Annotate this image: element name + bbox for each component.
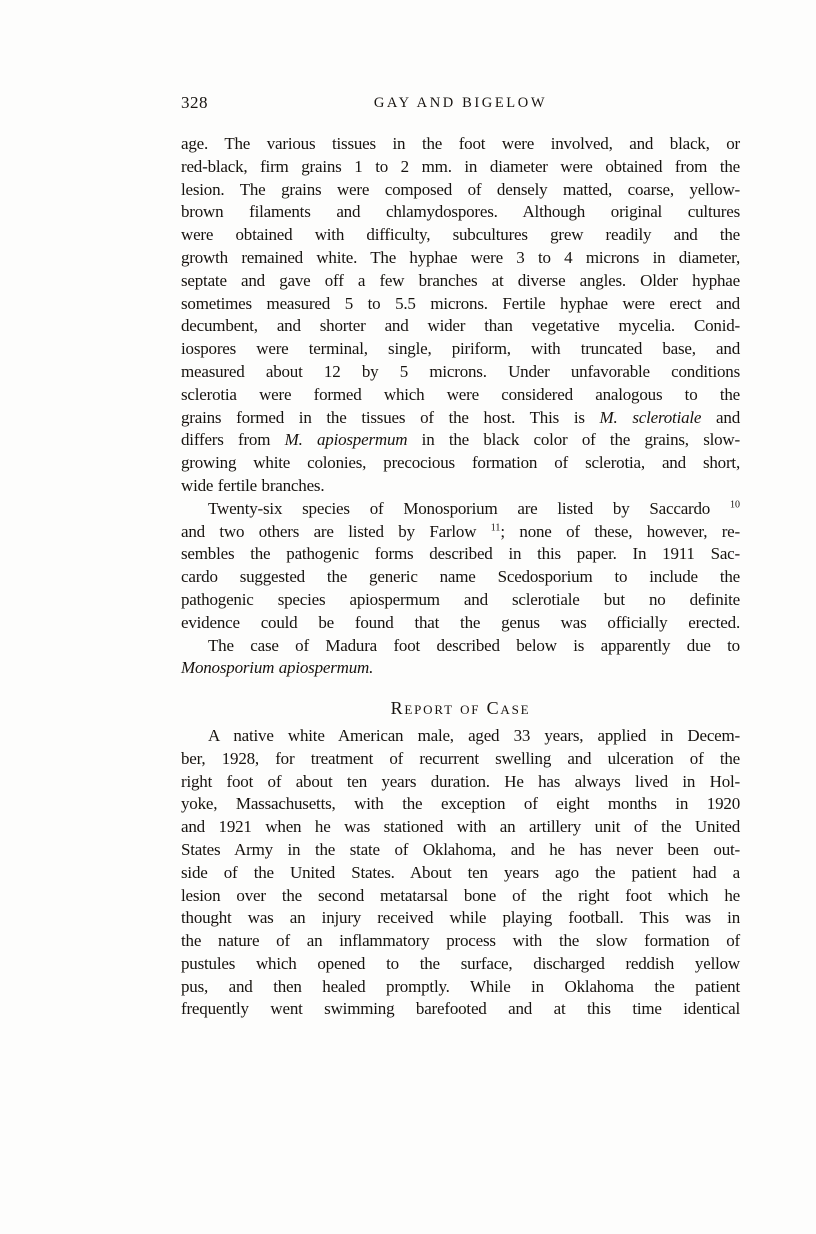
text-line: Twenty-six species of Monosporium are listed by Saccardo $^{10}$: [208, 498, 740, 518]
text-line: sometimes measured 5 to 5.5 microns. Fertile hyphae were erect and: [181, 293, 740, 313]
text-line: sclerotia were formed which were considered analogous to the: [181, 384, 740, 404]
text-line: Monosporium apiospermum.: [181, 658, 374, 678]
text-line: measured about 12 by 5 microns. Under unfavorable conditions: [181, 361, 740, 381]
page-number: 328: [181, 93, 208, 112]
text-line: were obtained with difficulty, subcultures grew readily and the: [181, 225, 740, 245]
text-line: sembles the pathogenic forms described in this paper. In 1911 Sac-: [181, 544, 740, 564]
paragraph: [181, 133, 740, 498]
text-line: differs from M. apiospermum in the black color of the grains, slow-: [181, 430, 740, 450]
text-line: age. The various tissues in the foot were involved, and black, or: [181, 134, 740, 153]
paragraph: [181, 498, 740, 635]
text-line: ber, 1928, for treatment of recurrent swelling and ulceration of the: [181, 748, 740, 768]
text-line: A native white American male, aged 33 years, applied in Decem-: [208, 725, 740, 745]
text-line: lesion over the second metatarsal bone of the right foot which he: [181, 885, 740, 905]
text-line: septate and gave off a few branches at diverse angles. Older hyphae: [181, 270, 740, 290]
text-line: iospores were terminal, single, piriform, with truncated base, and: [181, 339, 740, 359]
text-line: red-black, firm grains 1 to 2 mm. in diameter were obtained from the: [181, 156, 740, 176]
text-line: pustules which opened to the surface, discharged reddish yellow: [181, 953, 740, 973]
text-line: States Army in the state of Oklahoma, and he has never been out-: [181, 839, 740, 859]
text-line: wide fertile branches.: [181, 475, 325, 495]
text-line: side of the United States. About ten years ago the patient had a: [181, 862, 740, 882]
text-line: The case of Madura foot described below is apparently due to: [208, 635, 740, 655]
text-line: pathogenic species apiospermum and sclerotiale but no definite: [181, 589, 740, 609]
page-header: [181, 93, 740, 115]
text-line: brown filaments and chlamydospores. Although original cultures: [181, 202, 740, 222]
text-line: growing white colonies, precocious formation of sclerotia, and short,: [181, 453, 740, 473]
paragraph: [181, 635, 740, 681]
text-block: [181, 93, 740, 1021]
running-head: GAY AND BIGELOW: [373, 95, 548, 111]
section-heading: Report of Case: [390, 698, 531, 719]
paragraph: [181, 725, 740, 1021]
text-line: frequently went swimming barefooted and at this time identical: [181, 999, 740, 1019]
text-line: and 1921 when he was stationed with an artillery unit of the United: [181, 817, 740, 837]
text-line: thought was an injury received while playing football. This was in: [181, 908, 740, 928]
text-line: growth remained white. The hyphae were 3 to 4 microns in diameter,: [181, 247, 740, 267]
text-line: yoke, Massachusetts, with the exception of eight months in 1920: [181, 794, 740, 814]
text-line: right foot of about ten years duration. He has always lived in Hol-: [181, 771, 740, 791]
text-line: evidence could be found that the genus was officially erected.: [181, 612, 740, 632]
text-line: grains formed in the tissues of the host. This is M. sclerotiale and: [181, 407, 741, 427]
page-body: [181, 133, 740, 1021]
text-line: the nature of an inflammatory process with the slow formation of: [181, 931, 740, 951]
text-line: pus, and then healed promptly. While in Oklahoma the patient: [181, 976, 740, 996]
text-line: cardo suggested the generic name Scedosporium to include the: [181, 567, 740, 587]
text-line: lesion. The grains were composed of densely matted, coarse, yellow-: [181, 179, 740, 199]
text-line: and two others are listed by Farlow $^{11}$; none of these, however, re-: [181, 521, 740, 541]
text-line: decumbent, and shorter and wider than vegetative mycelia. Conid-: [181, 316, 740, 336]
